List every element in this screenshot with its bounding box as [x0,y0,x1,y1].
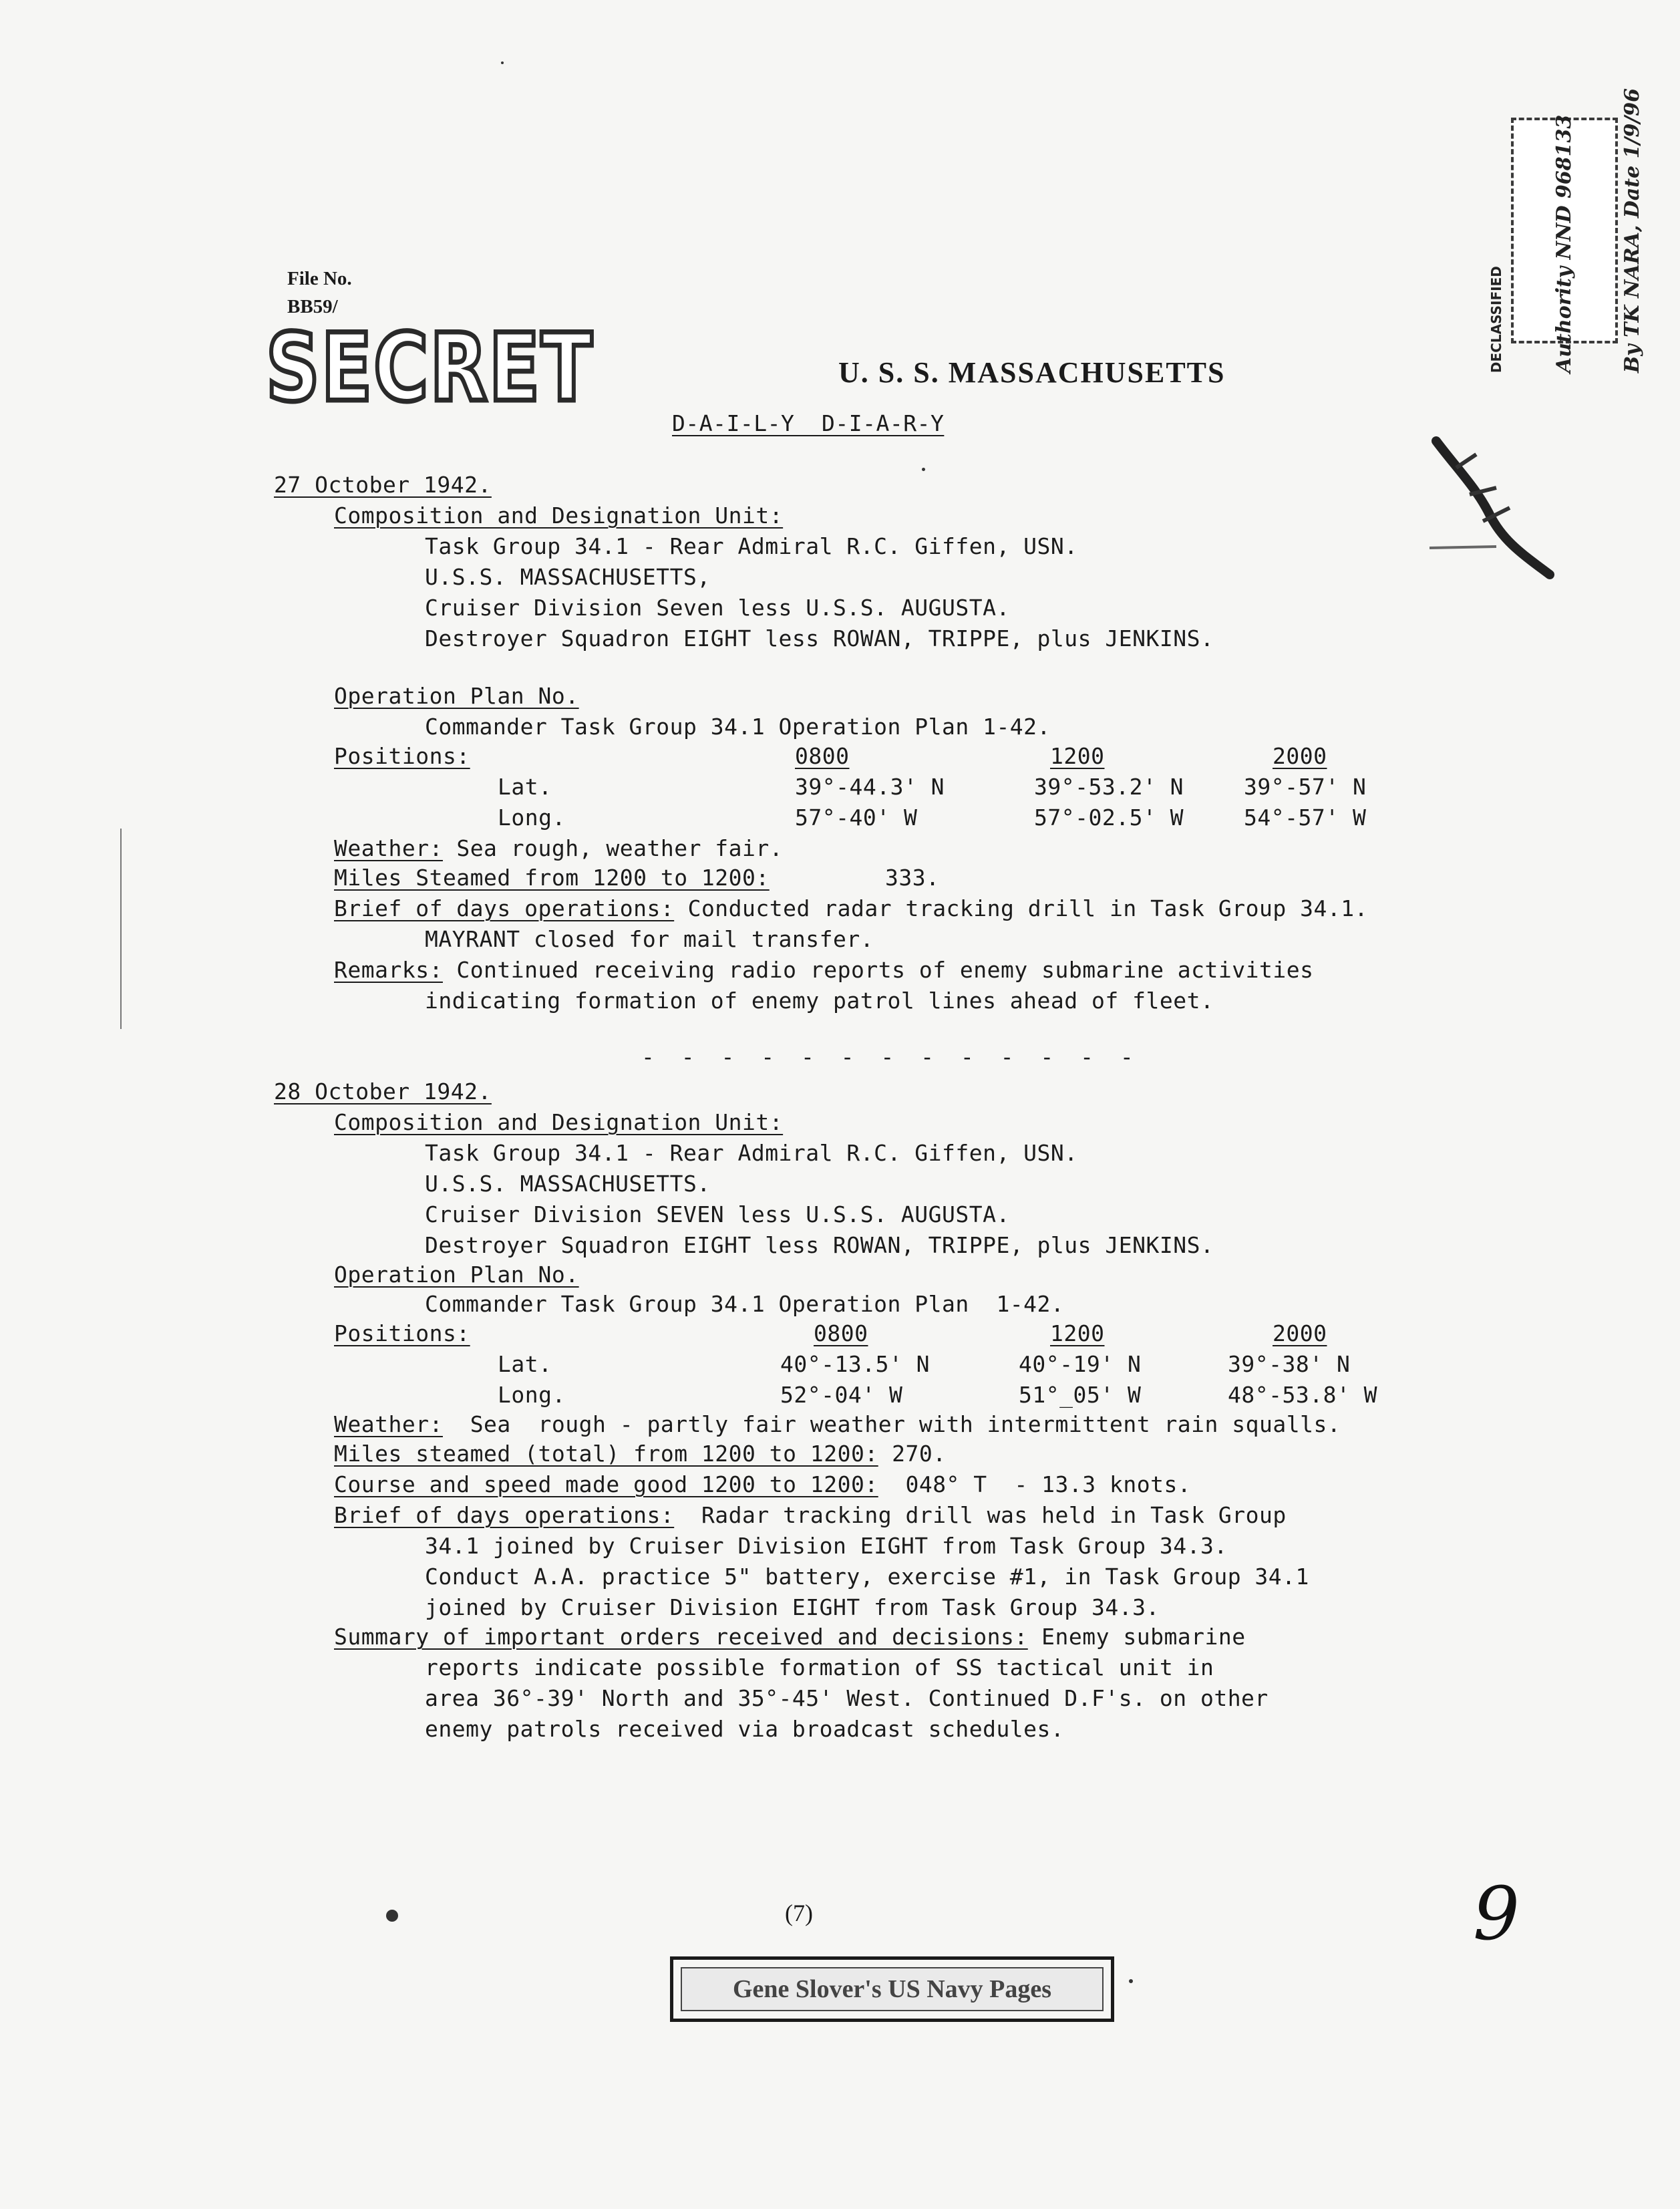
entry1-miles-label: Miles Steamed from 1200 to 1200: [334,865,770,891]
entry1-composition-line: Cruiser Division Seven less U.S.S. AUGUSTA. [425,595,1010,621]
entry-divider: - - - - - - - - - - - - - [641,1044,1140,1070]
entry2-time-0800: 0800 [814,1320,868,1346]
file-no-value: BB59/ [287,296,338,317]
entry1-lat-value: 39°-57' N [1244,774,1367,800]
ink-scribble [1416,428,1576,601]
entry1-long-label: Long. [498,804,566,831]
entry1-operation-heading: Operation Plan No. [334,683,579,709]
entry2-weather-label: Weather: [334,1411,443,1437]
handwritten-page-number: 9 [1473,1871,1520,1956]
entry1-weather-text: Sea rough, weather fair. [442,835,784,861]
entry2-operation-heading: Operation Plan No. [334,1262,579,1288]
entry2-weather-text: Sea rough - partly fair weather with intermittent rain squalls. [442,1411,1341,1437]
entry1-remarks-label: Remarks: [334,957,443,983]
entry2-course [334,1471,1191,1497]
file-no-label: File No. [287,268,352,289]
entry2-miles-value: 270. [878,1441,947,1467]
entry2-brief-label: Brief of days operations: [334,1502,675,1528]
entry1-weather-label: Weather: [334,835,443,861]
entry2-lat-value: 40°-19' N [1019,1351,1142,1377]
entry1-remarks-cont: indicating formation of enemy patrol lines ahead of fleet. [425,988,1214,1014]
entry1-composition-heading: Composition and Designation Unit: [334,502,784,529]
credit-text: Gene Slover's US Navy Pages [681,1967,1104,2011]
entry2-brief-cont: 34.1 joined by Cruiser Division EIGHT from Task Group 34.3. [425,1533,1228,1559]
scan-edge-line [120,829,122,1029]
entry1-miles-value: 333. [885,865,940,891]
entry2-long-label: Long. [498,1382,566,1408]
entry2-long-value: 51°_05' W [1019,1382,1142,1408]
entry2-lat-label: Lat. [498,1351,552,1377]
entry1-brief-text: Conducted radar tracking drill in Task Group 34.1. [674,895,1368,921]
entry1-date: 27 October 1942. [274,472,492,498]
entry1-lat-value: 39°-44.3' N [795,774,945,800]
entry1-operation-line: Commander Task Group 34.1 Operation Plan 1-42. [425,714,1051,740]
entry1-long-value: 57°-02.5' W [1034,804,1184,831]
stamp-line-declassified: DECLASSIFIED [1488,266,1504,374]
entry1-remarks [334,957,1313,983]
declassified-stamp [1488,88,1644,374]
entry1-time-2000: 2000 [1273,743,1327,769]
entry1-weather [334,835,783,861]
page-number: (7) [785,1900,813,1926]
entry2-brief-cont: joined by Cruiser Division EIGHT from Task Group 34.3. [425,1594,1160,1620]
entry1-composition-line: U.S.S. MASSACHUSETTS, [425,564,711,590]
entry2-composition-line: U.S.S. MASSACHUSETTS. [425,1171,711,1197]
entry2-course-value: 048° T - 13.3 knots. [878,1471,1192,1497]
entry1-lat-value: 39°-53.2' N [1034,774,1184,800]
entry2-composition-line: Task Group 34.1 - Rear Admiral R.C. Giffen, USN. [425,1140,1078,1166]
entry1-composition-line: Destroyer Squadron EIGHT less ROWAN, TRIPPE, plus JENKINS. [425,625,1214,651]
entry1-brief-cont: MAYRANT closed for mail transfer. [425,926,874,952]
entry1-brief-label: Brief of days operations: [334,895,675,921]
entry2-miles [334,1441,947,1467]
entry2-composition-line: Cruiser Division SEVEN less U.S.S. AUGUSTA. [425,1201,1010,1227]
entry2-summary [334,1624,1246,1650]
ship-title: U. S. S. MASSACHUSETTS [838,356,1226,389]
credit-box [670,1956,1114,2022]
secret-stamp: SECRET [266,314,594,423]
ink-speck [922,468,925,471]
entry2-composition-line: Destroyer Squadron EIGHT less ROWAN, TRIPPE, plus JENKINS. [425,1232,1214,1258]
entry2-weather [334,1411,1341,1437]
entry2-miles-label: Miles steamed (total) from 1200 to 1200: [334,1441,878,1467]
entry2-summary-text: Enemy submarine [1027,1624,1246,1650]
entry2-brief-cont: Conduct A.A. practice 5" battery, exercise #1, in Task Group 34.1 [425,1564,1309,1590]
stamp-line-by: By TK NARA, Date 1/9/96 [1621,88,1644,374]
entry1-positions-label: Positions: [334,743,470,769]
entry1-time-0800: 0800 [795,743,850,769]
stamp-line-authority: Authority NND 968133 [1552,114,1576,374]
entry2-course-label: Course and speed made good 1200 to 1200: [334,1471,878,1497]
ink-speck [386,1910,398,1922]
entry2-operation-line: Commander Task Group 34.1 Operation Plan 1-42. [425,1291,1065,1317]
entry2-brief-text: Radar tracking drill was held in Task Group [674,1502,1287,1528]
entry1-time-1200: 1200 [1050,743,1105,769]
entry1-lat-label: Lat. [498,774,552,800]
entry2-positions-label: Positions: [334,1320,470,1346]
entry2-lat-value: 39°-38' N [1228,1351,1351,1377]
entry2-summary-cont: area 36°-39' North and 35°-45' West. Continued D.F's. on other [425,1685,1269,1711]
entry2-time-1200: 1200 [1050,1320,1105,1346]
entry1-composition-line: Task Group 34.1 - Rear Admiral R.C. Giffen, USN. [425,533,1078,559]
entry1-remarks-text: Continued receiving radio reports of enemy submarine activities [442,957,1314,983]
entry2-brief [334,1502,1287,1528]
entry2-lat-value: 40°-13.5' N [780,1351,931,1377]
entry2-summary-cont: reports indicate possible formation of SS tactical unit in [425,1654,1214,1680]
entry1-long-value: 57°-40' W [795,804,918,831]
entry2-summary-label: Summary of important orders received and decisions: [334,1624,1028,1650]
ink-speck [501,61,504,64]
entry2-summary-cont: enemy patrols received via broadcast schedules. [425,1716,1065,1742]
entry2-long-value: 48°-53.8' W [1228,1382,1378,1408]
document-title: D-A-I-L-Y D-I-A-R-Y [672,410,945,436]
entry2-composition-heading: Composition and Designation Unit: [334,1109,784,1135]
entry2-long-value: 52°-04' W [780,1382,903,1408]
entry2-date: 28 October 1942. [274,1078,492,1104]
entry1-brief [334,895,1368,921]
entry2-time-2000: 2000 [1273,1320,1327,1346]
entry1-long-value: 54°-57' W [1244,804,1367,831]
ink-speck [1129,1979,1133,1983]
